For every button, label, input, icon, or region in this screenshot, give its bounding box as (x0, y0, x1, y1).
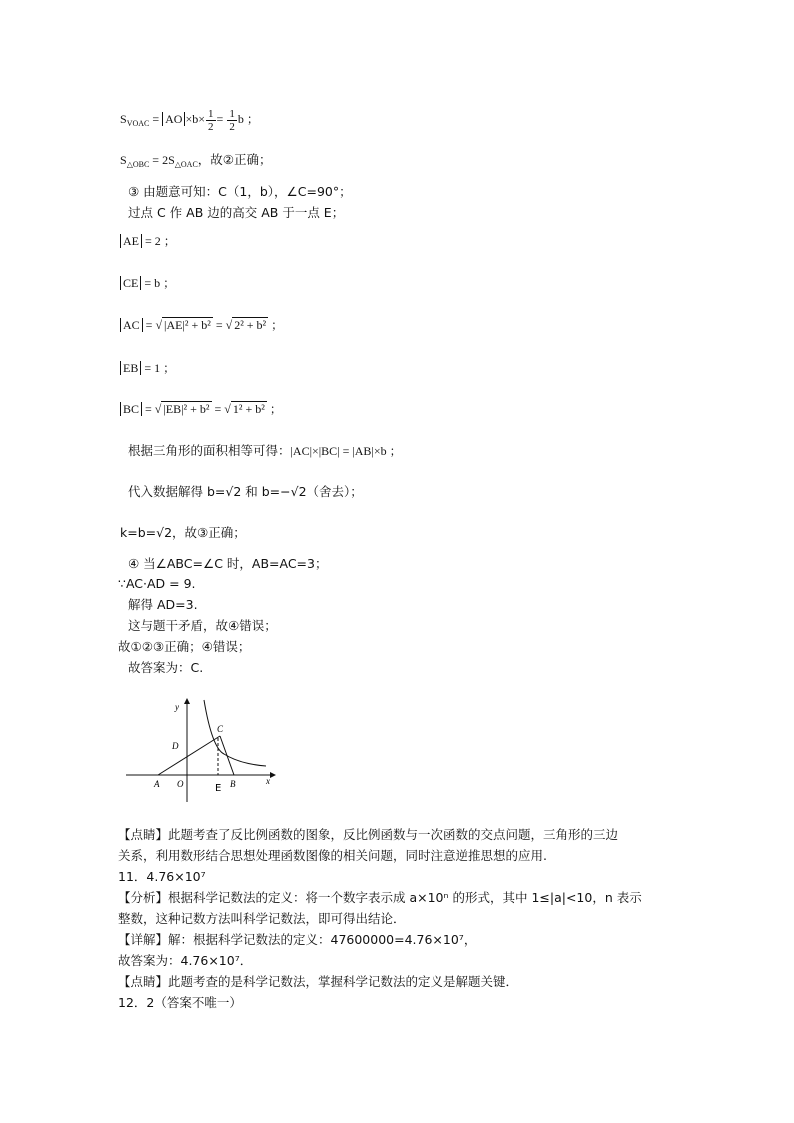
radicand: 1² + b² (232, 402, 265, 416)
area-equation-line (128, 443, 402, 460)
formula-rest: = 2 ； (142, 234, 176, 248)
formula-rest: = b ； (141, 276, 176, 290)
y-axis-arrow (184, 698, 190, 704)
formula-area-oac (120, 108, 259, 133)
sqrt-expression: √ 1² + b² (224, 402, 265, 416)
sqrt-expression: √ 2² + b² (225, 318, 267, 332)
conclusion-text: ，故②正确； (197, 152, 272, 167)
contradiction-text: 这与题干矛盾，故④错误； (128, 618, 277, 633)
equals-text: = (142, 318, 156, 332)
label-a: A (154, 779, 160, 789)
hyperbola-curve (204, 700, 266, 766)
answer-text: 故答案为：4.76×10⁷． (118, 953, 253, 968)
formula-end: ； (266, 402, 282, 416)
equals-text: = 2S (149, 153, 175, 167)
equals-text: = (142, 402, 155, 416)
formula-ce (120, 275, 175, 291)
label-d: D (172, 741, 179, 751)
area-symbol: S (120, 153, 127, 167)
area-subscript: △OAC (174, 160, 198, 169)
step-three-heading: ③ 由题意可知：C（1，b），∠C=90°； (128, 184, 352, 199)
abs-value: BC (120, 402, 142, 416)
label-y: y (175, 702, 179, 712)
x-axis-arrow (270, 772, 276, 778)
line-ac (158, 736, 220, 775)
formula-text: |AC|×|BC| = |AB|×b ； (290, 444, 402, 458)
formula-area-obc (120, 152, 272, 173)
solution-text: 代入数据解得 b=√2 和 b=−√2（舍去）； (128, 484, 363, 499)
conclusion-text: k=b=√2，故③正确； (120, 525, 246, 540)
formula-text: $S_{VOAC}$ = AO ×b× $\frac{1}{2}$ = $\frac{1}{2}$ b ； (120, 108, 259, 133)
abs-value: AE (120, 234, 142, 248)
step-four-heading: ④ 当∠ABC=∠C 时，AB=AC=3； (128, 556, 328, 571)
solution-text: 解得 AD=3. (128, 597, 198, 612)
step-text: 过点 C 作 AB 边的高交 AB 于一点 E； (128, 205, 345, 220)
label-o: O (177, 779, 184, 789)
area-subscript: △OBC (126, 160, 150, 169)
question-answer: 12．2（答案不唯一） (118, 995, 242, 1010)
line-cb (220, 736, 234, 775)
label-e: E (215, 783, 222, 794)
formula-end: ； (268, 318, 284, 332)
comment-paragraph: 【点睛】此题考查了反比例函数的图象，反比例函数与一次函数的交点问题，三角形的三边 (118, 827, 619, 842)
because-text: ∵AC·AD = 9. (118, 576, 196, 591)
abs-value: CE (120, 276, 141, 290)
label-c: C (217, 724, 224, 734)
analysis-paragraph: 【分析】根据科学记数法的定义：将一个数字表示成 a×10ⁿ 的形式，其中 1≤|a|<10，n 表示 (118, 890, 642, 905)
comment-paragraph: 关系，利用数形结合思想处理函数图像的相关问题，同时注意逆推思想的应用. (118, 848, 547, 863)
formula-bc (120, 401, 282, 417)
radicand: 2² + b² (234, 318, 267, 332)
comment-paragraph: 【点睛】此题考查的是科学记数法，掌握科学记数法的定义是解题关键． (118, 974, 519, 989)
sqrt-expression: √ |EB|² + b² (154, 402, 210, 416)
formula-ae (120, 233, 176, 249)
label-b: B (230, 779, 236, 789)
detail-paragraph: 【详解】解：根据科学记数法的定义：47600000=4.76×10⁷， (118, 932, 477, 947)
radicand: |EB|² + b² (163, 402, 210, 416)
formula-eb (120, 360, 175, 376)
label-x: x (266, 776, 270, 786)
formula-rest: = 1 ； (141, 361, 176, 375)
answer-text: 故答案为：C. (128, 660, 204, 675)
function-graph-figure (124, 696, 284, 806)
abs-value: AC (120, 318, 143, 332)
formula-ac (120, 317, 283, 333)
analysis-paragraph: 整数，这种记数方法叫科学记数法，即可得出结论． (118, 911, 406, 926)
equals-text: = (211, 402, 225, 416)
equals-text: = (212, 318, 226, 332)
step-text: 根据三角形的面积相等可得： (128, 443, 291, 458)
radicand: |AE|² + b² (164, 318, 211, 332)
sqrt-expression: √ |AE|² + b² (155, 318, 211, 332)
abs-value: EB (120, 361, 141, 375)
conclusion-text: 故①②③正确；④错误； (118, 639, 251, 654)
question-answer: 11．4.76×10⁷ (118, 869, 206, 884)
